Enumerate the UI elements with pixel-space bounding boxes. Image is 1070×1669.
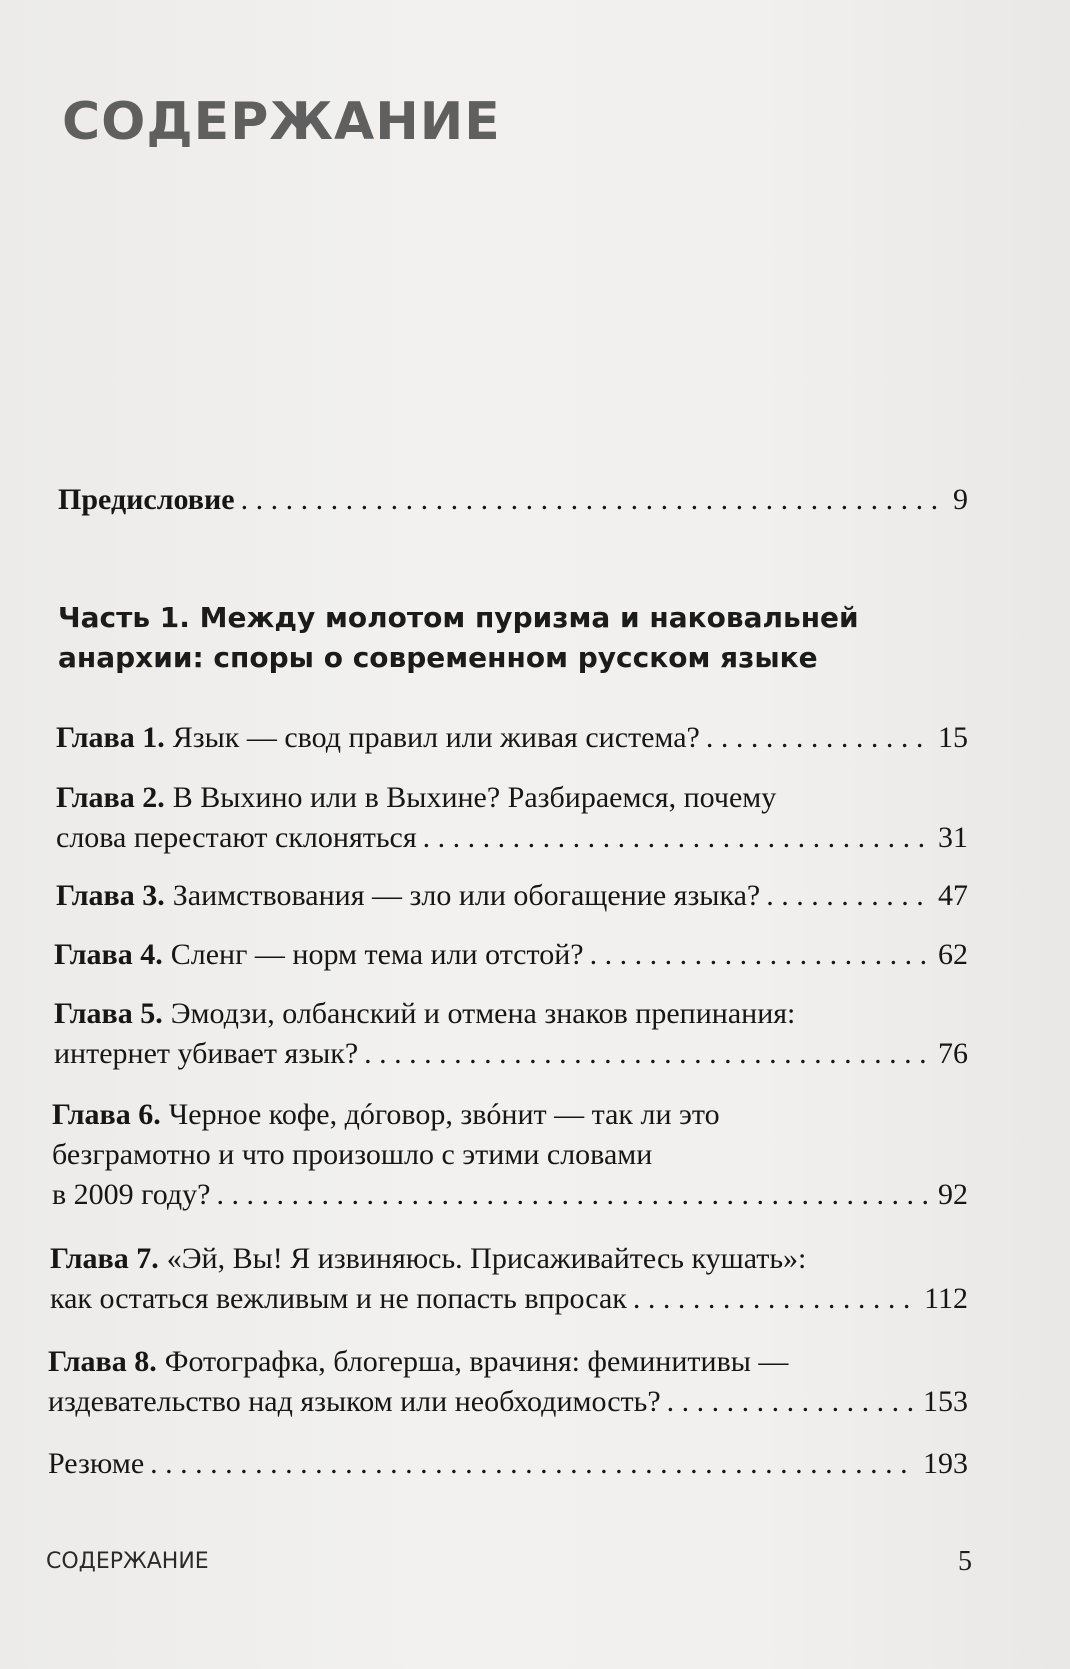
page-number: 47 bbox=[938, 879, 968, 912]
chapter-label: Глава 8. bbox=[48, 1345, 157, 1378]
toc-entry-chapter-1 bbox=[56, 718, 968, 758]
chapter-label: Глава 4. bbox=[54, 938, 163, 971]
part-heading-line: Часть 1. Между молотом пуризма и наковальней bbox=[58, 601, 859, 634]
page-number: 193 bbox=[923, 1447, 968, 1480]
chapter-title: Язык — свод правил или живая система? bbox=[172, 721, 700, 754]
toc-entry-chapter-5 bbox=[54, 994, 968, 1074]
leader-dots bbox=[423, 818, 932, 858]
toc-entry-chapter-6 bbox=[52, 1095, 968, 1215]
chapter-title: Эмодзи, олбанский и отмена знаков препинания: bbox=[170, 997, 796, 1030]
chapter-label: Глава 2. bbox=[56, 781, 165, 814]
chapter-label: Глава 5. bbox=[54, 997, 163, 1030]
toc-entry-chapter-2 bbox=[56, 778, 968, 858]
chapter-title-cont: интернет убивает язык? bbox=[54, 1037, 359, 1070]
entry-title: Резюме bbox=[48, 1447, 145, 1480]
chapter-label: Глава 1. bbox=[56, 721, 165, 754]
page-number: 92 bbox=[938, 1178, 968, 1211]
page-number: 112 bbox=[924, 1282, 968, 1315]
chapter-title-cont: в 2009 году? bbox=[52, 1178, 211, 1211]
toc-entry-chapter-3 bbox=[56, 876, 968, 916]
chapter-title-cont: как остаться вежливым и не попасть впросак bbox=[50, 1282, 627, 1315]
leader-dots bbox=[706, 718, 932, 758]
leader-dots bbox=[364, 1034, 932, 1074]
chapter-title: Фотографка, блогерша, врачиня: феминитивы — bbox=[164, 1345, 789, 1378]
chapter-label: Глава 3. bbox=[56, 879, 165, 912]
chapter-label: Глава 7. bbox=[50, 1242, 159, 1275]
leader-dots bbox=[667, 1382, 917, 1422]
leader-dots bbox=[633, 1279, 918, 1319]
toc-entry-chapter-8 bbox=[48, 1342, 968, 1422]
entry-title: Предисловие bbox=[58, 483, 235, 516]
chapter-title-cont: слова перестают склоняться bbox=[56, 821, 417, 854]
chapter-title: Сленг — норм тема или отстой? bbox=[170, 938, 584, 971]
page-number: 15 bbox=[938, 721, 968, 754]
page-number: 9 bbox=[953, 483, 968, 516]
leader-dots bbox=[766, 876, 932, 916]
part-heading-line: анархии: споры о современном русском языке bbox=[58, 641, 818, 674]
folio-page-number: 5 bbox=[958, 1546, 972, 1577]
chapter-title-cont: безграмотно и что произошло с этими словами bbox=[52, 1138, 653, 1171]
chapter-title: «Эй, Вы! Я извиняюсь. Присаживайтесь кушать»: bbox=[166, 1242, 807, 1275]
toc-entry-chapter-7 bbox=[50, 1239, 968, 1319]
part-heading bbox=[58, 598, 859, 678]
chapter-title: Черное кофе, дóговор, звóнит — так ли это bbox=[168, 1098, 720, 1131]
toc-entry-chapter-4 bbox=[54, 935, 968, 975]
chapter-label: Глава 6. bbox=[52, 1098, 161, 1131]
chapter-title-cont: издевательство над языком или необходимость? bbox=[48, 1385, 661, 1418]
leader-dots bbox=[216, 1175, 932, 1215]
page-number: 153 bbox=[923, 1385, 968, 1418]
leader-dots bbox=[241, 480, 947, 520]
page-title: СОДЕРЖАНИЕ bbox=[62, 92, 501, 152]
leader-dots bbox=[590, 935, 932, 975]
toc-entry-preface bbox=[58, 480, 968, 520]
page-number: 31 bbox=[938, 821, 968, 854]
chapter-title: Заимствования — зло или обогащение языка? bbox=[172, 879, 761, 912]
chapter-title: В Выхино или в Выхине? Разбираемся, почему bbox=[172, 781, 777, 814]
toc-entry-summary bbox=[48, 1444, 968, 1484]
leader-dots bbox=[150, 1444, 917, 1484]
page-number: 62 bbox=[938, 938, 968, 971]
running-footer: СОДЕРЖАНИЕ bbox=[46, 1549, 209, 1574]
page-number: 76 bbox=[938, 1037, 968, 1070]
